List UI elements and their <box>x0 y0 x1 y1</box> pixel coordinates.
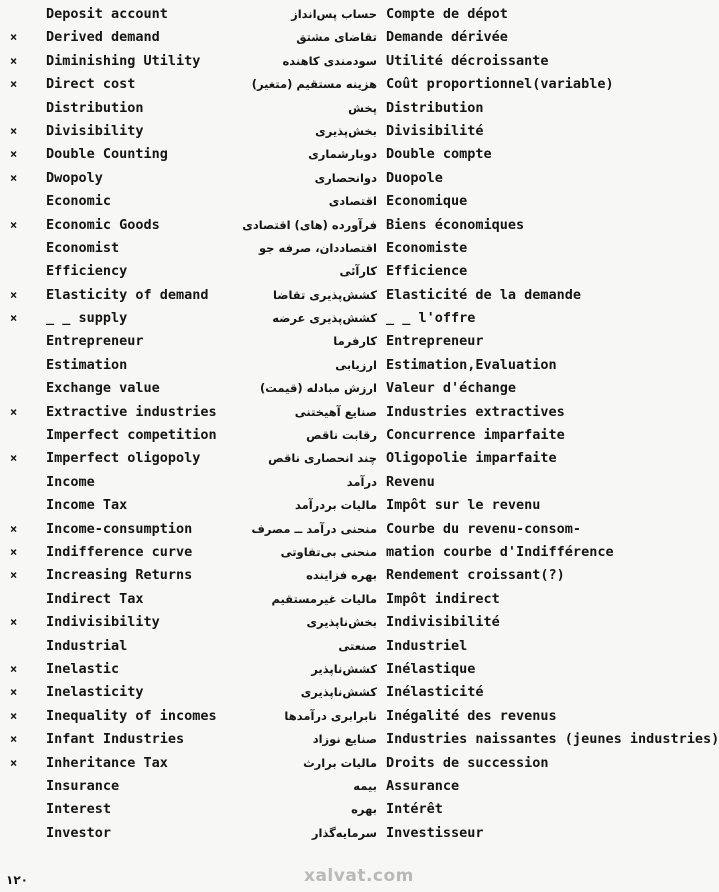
english-term: Inelasticity <box>46 684 144 701</box>
french-term: Droits de succession <box>386 754 549 771</box>
persian-term: مالیات برارث <box>303 755 377 770</box>
glossary-mark: × <box>10 77 18 92</box>
persian-term: صنایع نوزاد <box>312 732 377 747</box>
french-term: Distribution <box>386 99 484 116</box>
persian-term: سودمندی کاهنده <box>282 53 377 68</box>
glossary-row <box>0 681 659 704</box>
glossary-row <box>0 260 659 283</box>
english-term: Elasticity of demand <box>46 286 209 303</box>
persian-term: دوانحصاری <box>314 170 377 185</box>
persian-term: ارزش مبادله (قیمت) <box>259 381 377 396</box>
english-term: Entrepreneur <box>46 333 144 350</box>
glossary-row <box>0 307 659 330</box>
english-term: Estimation <box>46 356 128 373</box>
french-term: Coût proportionnel(variable) <box>386 76 614 93</box>
french-term: Inélastique <box>386 660 476 677</box>
english-term: Inequality of incomes <box>46 707 217 724</box>
glossary-row <box>0 822 659 845</box>
glossary-mark: × <box>10 755 18 770</box>
french-term: Entrepreneur <box>386 333 484 350</box>
persian-term: صنایع آهیختنی <box>294 404 377 419</box>
glossary-mark: × <box>10 170 18 185</box>
french-term: Oligopolie imparfaite <box>386 450 557 467</box>
french-term: Rendement croissant(?) <box>386 567 565 584</box>
persian-term: ارزیابی <box>335 357 377 372</box>
french-term: Biens économiques <box>386 216 525 233</box>
english-term: Increasing Returns <box>46 567 193 584</box>
french-term: Inélasticité <box>386 684 484 701</box>
french-term: Estimation,Evaluation <box>386 356 557 373</box>
glossary-mark: × <box>10 568 18 583</box>
persian-term: سرمایه‌گذار <box>311 825 377 840</box>
french-term: Utilité décroissante <box>386 52 549 69</box>
english-term: Efficiency <box>46 263 128 280</box>
glossary-mark: × <box>10 53 18 68</box>
french-term: Divisibilité <box>386 122 484 139</box>
french-term: Valeur d'échange <box>386 380 517 397</box>
glossary-row <box>0 3 659 26</box>
french-term: Double compte <box>386 146 492 163</box>
french-term: Efficience <box>386 263 468 280</box>
french-term: Economiste <box>386 239 468 256</box>
glossary-row <box>0 752 659 775</box>
persian-term: منحنی بی‌تفاوتی <box>280 544 377 559</box>
english-term: Distribution <box>46 99 144 116</box>
glossary-row <box>0 120 659 143</box>
english-term: Direct cost <box>46 76 136 93</box>
glossary-row <box>0 167 659 190</box>
english-term: Income Tax <box>46 497 128 514</box>
glossary-row <box>0 588 659 611</box>
english-term: Divisibility <box>46 122 144 139</box>
glossary-mark: × <box>10 521 18 536</box>
english-term: Infant Industries <box>46 731 185 748</box>
glossary-row <box>0 26 659 49</box>
persian-term: هزینه مستقیم (متغیر) <box>251 77 377 92</box>
glossary-mark: × <box>10 685 18 700</box>
english-term: Economic Goods <box>46 216 160 233</box>
glossary-row <box>0 377 659 400</box>
english-term: Extractive industries <box>46 403 217 420</box>
persian-term: فرآورده (های) اقتصادی <box>242 217 377 232</box>
glossary-row <box>0 541 659 564</box>
english-term: Indirect Tax <box>46 590 144 607</box>
persian-term: حساب پس‌انداز <box>291 7 377 21</box>
english-term: Dwopoly <box>46 169 103 186</box>
french-term: Economique <box>386 193 468 210</box>
glossary-row <box>0 447 659 470</box>
english-term: Inelastic <box>46 660 120 677</box>
glossary-row <box>0 728 719 751</box>
french-term: Industriel <box>386 637 468 654</box>
glossary-mark: × <box>10 661 18 676</box>
glossary-row <box>0 354 659 377</box>
english-term: Indivisibility <box>46 614 160 631</box>
english-term: Derived demand <box>46 29 160 46</box>
french-term: Industries naissantes (jeunes industries) <box>386 731 719 748</box>
french-term: Concurrence imparfaite <box>386 427 565 444</box>
glossary-mark: × <box>10 217 18 232</box>
page-number: ۱۲۰ <box>6 873 28 887</box>
french-term: Duopole <box>386 169 443 186</box>
persian-term: بیمه <box>353 778 377 793</box>
french-term: Impôt indirect <box>386 590 500 607</box>
persian-term: مالیات بردرآمد <box>294 498 377 513</box>
french-term: Elasticité de la demande <box>386 286 582 303</box>
glossary-mark: × <box>10 544 18 559</box>
french-term: Assurance <box>386 777 460 794</box>
glossary-mark: × <box>10 123 18 138</box>
english-term: Inheritance Tax <box>46 754 168 771</box>
french-term: Industries extractives <box>386 403 565 420</box>
english-term: Diminishing Utility <box>46 52 201 69</box>
persian-term: کشش‌پذیری عرضه <box>272 311 377 326</box>
glossary-row <box>0 330 659 353</box>
glossary-row <box>0 237 659 260</box>
french-term: Investisseur <box>386 824 484 841</box>
english-term: Interest <box>46 801 112 818</box>
glossary-row <box>0 401 659 424</box>
glossary-row <box>0 705 659 728</box>
english-term: Imperfect competition <box>46 427 217 444</box>
persian-term: منحنی درآمد ــ مصرف <box>251 521 377 536</box>
persian-term: بهره <box>351 802 377 817</box>
french-term: _ _ l'offre <box>386 310 476 327</box>
glossary-row <box>0 775 659 798</box>
glossary-mark: × <box>10 30 18 45</box>
glossary-mark: × <box>10 451 18 466</box>
persian-term: بخش‌ناپذیری <box>306 615 377 630</box>
persian-term: کشش‌ناپذیر <box>311 661 377 676</box>
glossary-row <box>0 50 659 73</box>
english-term: _ _ supply <box>46 310 128 327</box>
french-term: Intérêt <box>386 801 443 818</box>
french-term: Impôt sur le revenu <box>386 497 541 514</box>
english-term: Deposit account <box>46 6 168 22</box>
glossary-row <box>0 471 659 494</box>
glossary-row <box>0 798 659 821</box>
english-term: Indifference curve <box>46 543 193 560</box>
english-term: Double Counting <box>46 146 168 163</box>
persian-term: اقتصادی <box>328 194 377 209</box>
persian-term: نابرابری درآمدها <box>284 708 377 723</box>
watermark: xalvat.com <box>304 866 414 886</box>
persian-term: کشش‌پذیری تقاضا <box>273 287 377 302</box>
french-term: Demande dérivée <box>386 29 508 46</box>
persian-term: صنعتی <box>338 638 377 653</box>
glossary-mark: × <box>10 708 18 723</box>
persian-term: بخش‌پذیری <box>315 123 377 138</box>
french-term: Inégalité des revenus <box>386 707 557 724</box>
glossary-row <box>0 97 659 120</box>
english-term: Insurance <box>46 777 120 794</box>
glossary-row <box>0 564 659 587</box>
glossary-row <box>0 658 659 681</box>
glossary-row <box>0 611 659 634</box>
english-term: Exchange value <box>46 380 160 397</box>
french-term: Revenu <box>386 473 435 490</box>
persian-term: پخش <box>348 100 377 115</box>
glossary-row <box>0 190 659 213</box>
glossary-mark: × <box>10 404 18 419</box>
persian-term: مالیات غیرمستقیم <box>271 591 377 606</box>
persian-term: دوبارشماری <box>308 147 377 162</box>
glossary-mark: × <box>10 732 18 747</box>
persian-term: اقتصاددان، صرفه جو <box>258 240 377 255</box>
glossary-row <box>0 424 659 447</box>
persian-term: کارفرما <box>333 334 377 349</box>
glossary-row <box>0 143 659 166</box>
glossary-row <box>0 73 659 96</box>
glossary-list <box>0 3 719 845</box>
glossary-row <box>0 494 659 517</box>
french-term: mation courbe d'Indifférence <box>386 543 614 560</box>
persian-term: کارآئی <box>339 264 377 279</box>
glossary-mark: × <box>10 147 18 162</box>
persian-term: تقاضای مشتق <box>296 30 377 45</box>
persian-term: رقابت ناقص <box>306 428 377 443</box>
english-term: Economic <box>46 193 112 210</box>
french-term: Indivisibilité <box>386 614 500 631</box>
english-term: Income <box>46 473 95 490</box>
glossary-row <box>0 284 659 307</box>
persian-term: بهره فزاینده <box>306 568 377 583</box>
english-term: Income-consumption <box>46 520 193 537</box>
french-term: Courbe du revenu-consom- <box>386 520 582 537</box>
english-term: Investor <box>46 824 112 841</box>
english-term: Industrial <box>46 637 128 654</box>
english-term: Economist <box>46 239 120 256</box>
glossary-row <box>0 214 659 237</box>
persian-term: چند انحصاری ناقص <box>268 451 377 466</box>
french-term: Compte de dépot <box>386 6 508 22</box>
persian-term: درآمد <box>346 474 377 489</box>
persian-term: کشش‌ناپذیری <box>300 685 377 700</box>
glossary-mark: × <box>10 311 18 326</box>
glossary-row <box>0 635 659 658</box>
glossary-mark: × <box>10 615 18 630</box>
glossary-row <box>0 518 659 541</box>
english-term: Imperfect oligopoly <box>46 450 201 467</box>
glossary-mark: × <box>10 287 18 302</box>
